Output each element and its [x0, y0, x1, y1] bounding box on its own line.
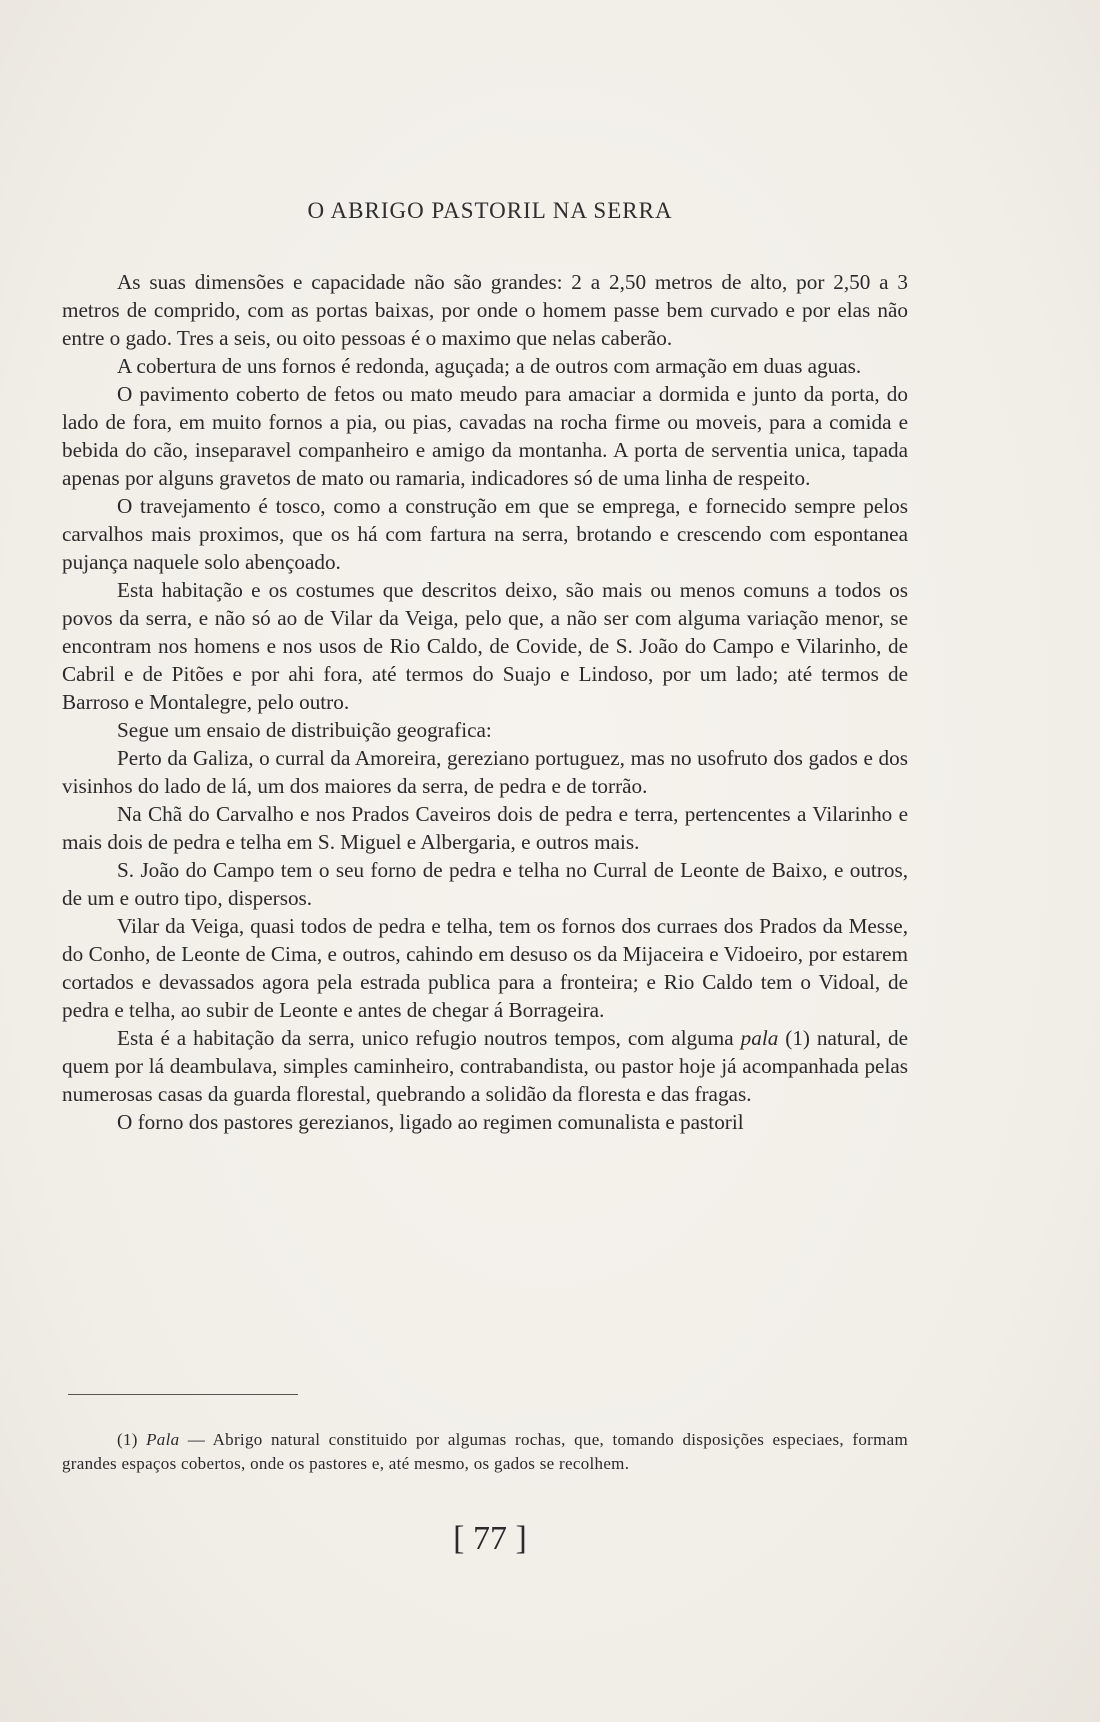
paragraph-travejamento: O travejamento é tosco, como a construção em que se emprega, e fornecido sempre pelos carvalhos mais proximos, que os há com fartura na serra, brotando e crescendo com espontanea pujança naquele solo abençoado.	[62, 494, 908, 574]
pala-after: (1) natural, de quem por lá deambulava, simples caminheiro, contrabandista, ou pastor hoje já acompanhada pelas numerosas casas da guarda florestal, quebrando a solidão da floresta e das fragas.	[62, 1026, 909, 1106]
body-text	[62, 268, 908, 1136]
paragraph-ensaio: Segue um ensaio de distribuição geografica:	[117, 718, 492, 742]
paragraph-cha-carvalho: Na Chã do Carvalho e nos Prados Caveiros dois de pedra e terra, pertencentes a Vilarinho e mais dois de pedra e telha em S. Miguel e Albergaria, e outros mais.	[62, 802, 908, 854]
paragraph-pavimento: O pavimento coberto de fetos ou mato meudo para amaciar a dormida e junto da porta, do lado de fora, em muito fornos a pia, ou pias, cavadas na rocha firme ou moveis, para a comida e bebida do cão, inseparavel companheiro e amigo da montanha. A porta de serventia unica, tapada apenas por alguns gravetos de mato ou ramaria, indicadores só de uma linha de respeito.	[62, 382, 908, 490]
paragraph-habitacao-costumes: Esta habitação e os costumes que descritos deixo, são mais ou menos comuns a todos os povos da serra, e não só ao de Vilar da Veiga, pelo que, a não ser com alguma variação menor, se encontram nos homens e nos usos de Rio Caldo, de Covide, de S. João do Campo e Vilarinho, de Cabril e de Pitões e por ahi fora, até termos do Suajo e Lindoso, por um lado; até termos de Barroso e Montalegre, pelo outro.	[62, 578, 908, 714]
paragraph-cobertura: A cobertura de uns fornos é redonda, aguçada; a de outros com armação em duas aguas.	[117, 354, 862, 378]
paragraph-galiza: Perto da Galiza, o curral da Amoreira, gereziano portuguez, mas no usofruto dos gados e dos visinhos do lado de lá, um dos maiores da serra, de pedra e de torrão.	[62, 746, 908, 798]
footnote-term: Pala	[146, 1430, 180, 1449]
footnote-marker: (1)	[117, 1430, 147, 1449]
paragraph-dimensions: As suas dimensões e capacidade não são grandes: 2 a 2,50 metros de alto, por 2,50 a 3 metros de comprido, com as portas baixas, por onde o homem passe bem curvado e por elas não entre o gado. Tres a seis, ou oito pessoas é o maximo que nelas caberão.	[62, 270, 908, 350]
footnote-divider	[68, 1394, 298, 1395]
footnote	[62, 1428, 908, 1476]
paragraph-pala	[62, 1024, 908, 1108]
pala-term: pala	[740, 1026, 779, 1050]
page-number: [ 77 ]	[453, 1520, 527, 1557]
running-header: O ABRIGO PASTORIL NA SERRA	[307, 198, 673, 223]
paragraph-sao-joao: S. João do Campo tem o seu forno de pedra e telha no Curral de Leonte de Baixo, e outros, de um e outro tipo, dispersos.	[62, 858, 908, 910]
paragraph-vilar-veiga: Vilar da Veiga, quasi todos de pedra e telha, tem os fornos dos curraes dos Prados da Messe, do Conho, de Leonte de Cima, e outros, cahindo em desuso os da Mijaceira e Vidoeiro, por estarem cortados e devassados agora pela estrada publica para a fronteira; e Rio Caldo tem o Vidoal, de pedra e telha, ao subir de Leonte e antes de chegar á Borrageira.	[62, 914, 908, 1022]
paragraph-forno-pastores: O forno dos pastores gerezianos, ligado ao regimen comunalista e pastoril	[117, 1110, 744, 1134]
pala-before: Esta é a habitação da serra, unico refugio noutros tempos, com alguma	[117, 1026, 741, 1050]
footnote-text: — Abrigo natural constituido por algumas rochas, que, tomando disposições especiaes, formam grandes espaços cobertos, onde os pastores e, até mesmo, os gados se recolhem.	[62, 1430, 908, 1473]
